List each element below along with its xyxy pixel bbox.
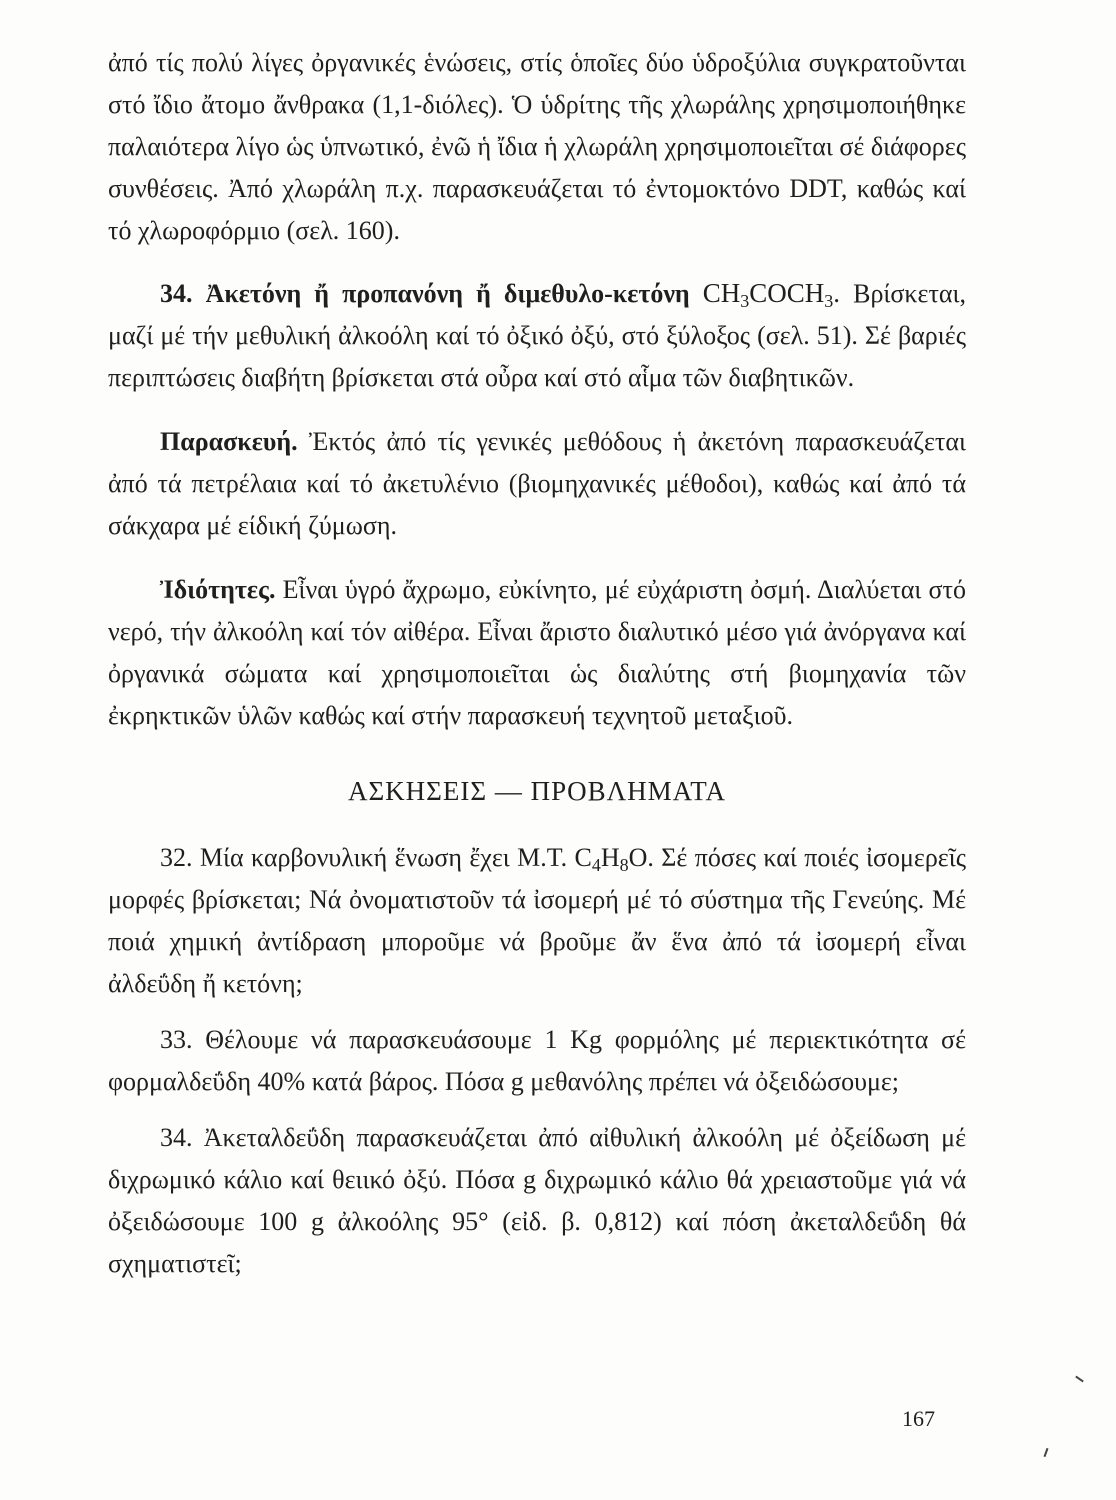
scan-mark [1075, 1376, 1084, 1383]
preparation-paragraph [108, 421, 966, 547]
properties-paragraph [108, 569, 966, 737]
section-34-title: Ἀκετόνη ἤ προπανόνη ἤ διμεθυλο-κετόνη [205, 279, 690, 308]
exercises-heading: ΑΣΚΗΣΕΙΣ — ΠΡΟΒΛΗΜΑΤΑ [347, 776, 727, 806]
intro-paragraph: ἀπό τίς πολύ λίγες ὀργανικές ἑνώσεις, στίς ὁποῖες δύο ὑδροξύλια συγκρατοῦνται στό ἴδιο ἄτομο ἄνθρακα (1,1-διόλες). Ὁ ὑδρίτης τῆς χλωράλης χρησιμοποιήθηκε παλαιότερα λίγο ὡς ὑπνωτικό, ἐνῶ ἡ ἴδια ἡ χλωράλη χρησιμοποιεῖται σέ διάφορες συνθέσεις. Ἀπό χλωράλη π.χ. παρασκευάζεται τό ἐντομοκτόνο DDT, καθώς καί τό χλωροφόρμιο (σελ. 160). [108, 48, 966, 245]
acetone-formula: $CH_3COCH_3$. [702, 278, 841, 311]
preparation-label: Παρασκευή. [160, 427, 298, 456]
page-number: 167 [902, 1406, 935, 1431]
section-34-body: Βρίσκεται, μαζί μέ τήν μεθυλική ἀλκοόλη καί τό ὀξικό ὀξύ, στό ξύλοξος (σελ. 51). Σέ βαριές περιπτώσεις διαβήτη βρίσκεται στά οὖρα καί στό αἷμα τῶν διαβητικῶν. [108, 279, 967, 392]
properties-text: Εἶναι ὑγρό ἄχρωμο, εὐκίνητο, μέ εὐχάριστη ὀσμή. Διαλύεται στό νερό, τήν ἀλκοόλη καί τόν αἰθέρα. Εἶναι ἄριστο διαλυτικό μέσο γιά ἀνόργανα καί ὀργανικά σώματα καί χρησιμοποιεῖται ὡς διαλύτης στή βιομηχανία τῶν ἐκρηκτικῶν ὑλῶν καθώς καί στήν παρασκευή τεχνητοῦ μεταξιοῦ. [108, 575, 966, 730]
preparation-text: Ἐκτός ἀπό τίς γενικές μεθόδους ἡ ἀκετόνη παρασκευάζεται ἀπό τά πετρέλαια καί τό ἀκετυλένιο (βιομηχανικές μέθοδοι), καθώς καί ἀπό τά σάκχαρα μέ είδική ζύμωση. [108, 427, 966, 540]
section-34-paragraph [108, 272, 966, 399]
problem-34: 34. Ἀκεταλδεΰδη παρασκευάζεται ἀπό αἰθυλική ἀλκοόλη μέ ὀξείδωση μέ διχρωμικό κάλιο καί θειικό ὀξύ. Πόσα g διχρωμικό κάλιο θά χρειαστοῦμε γιά νά ὀξειδώσουμε 100 g ἀλκοόλης 95° (εἰδ. β. 0,812) καί πόση ἀκεταλδεΰδη θά σχηματιστεῖ; [108, 1123, 966, 1278]
problem-33: 33. Θέλουμε νά παρασκευάσουμε 1 Kg φορμόλης μέ περιεκτικότητα σέ φορμαλδεΰδη 40% κατά βάρος. Πόσα g μεθανόλης πρέπει νά ὀξειδώσουμε; [108, 1025, 966, 1096]
page-content [108, 42, 966, 1299]
section-34-number: 34. [160, 279, 193, 308]
problem-32: 32. Μία καρβονυλική ἕνωση ἔχει Μ.Τ. $C_4H_8O$. Σέ πόσες καί ποιές ἰσομερεῖς μορφές βρίσκεται; Νά ὀνοματιστοῦν τά ἰσομερή μέ τό σύστημα τῆς Γενεύης. Μέ ποιά χημική ἀντίδραση μποροῦμε νά βροῦμε ἄν ἕνα ἀπό τά ἰσομερή εἶναι ἀλδεΰδη ἤ κετόνη; [108, 843, 967, 998]
scan-mark [1044, 1448, 1049, 1457]
properties-label: Ἰδιότητες. [160, 575, 276, 604]
